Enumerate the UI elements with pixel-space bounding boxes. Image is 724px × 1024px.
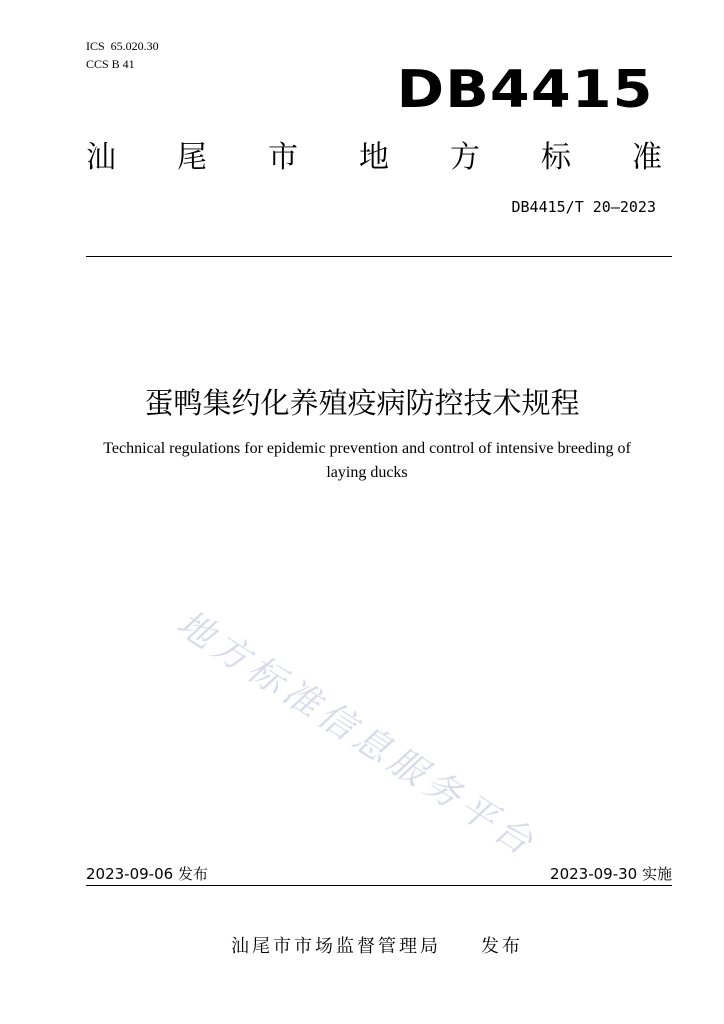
date-row (86, 863, 672, 885)
db-logo: DB4415 (397, 60, 654, 120)
standard-category-char: 市 (268, 140, 298, 175)
issuer-name: 汕尾市市场监督管理局 (231, 936, 441, 957)
english-title-line: Technical regulations for epidemic prevention and control of intensive breeding of (103, 440, 631, 457)
implement-date: 2023-09-30 实施 (550, 865, 672, 883)
standard-category-char: 尾 (177, 140, 207, 175)
standard-category-char: 汕 (86, 140, 116, 175)
standard-category-char: 标 (541, 140, 571, 175)
english-title-line: laying ducks (326, 464, 408, 481)
standard-number: DB4415/T 20—2023 (511, 198, 656, 216)
standard-category-char: 准 (632, 140, 662, 175)
top-divider (86, 256, 672, 257)
standard-category-char: 方 (450, 140, 480, 175)
bottom-divider (86, 885, 672, 886)
ccs-code: CCS B 41 (86, 57, 135, 71)
document-title-english (80, 437, 654, 485)
issuer-line (0, 933, 724, 961)
publish-date: 2023-09-06 发布 (86, 865, 208, 883)
document-title-chinese: 蛋鸭集约化养殖疫病防控技术规程 (144, 386, 580, 420)
standard-category-title (86, 138, 662, 178)
ics-code: ICS 65.020.30 (86, 39, 159, 53)
standard-category-char: 地 (359, 140, 389, 175)
classification-codes (86, 37, 159, 73)
issuer-action: 发布 (481, 936, 523, 957)
watermark: 地方标准信息服务平台 (169, 602, 544, 866)
